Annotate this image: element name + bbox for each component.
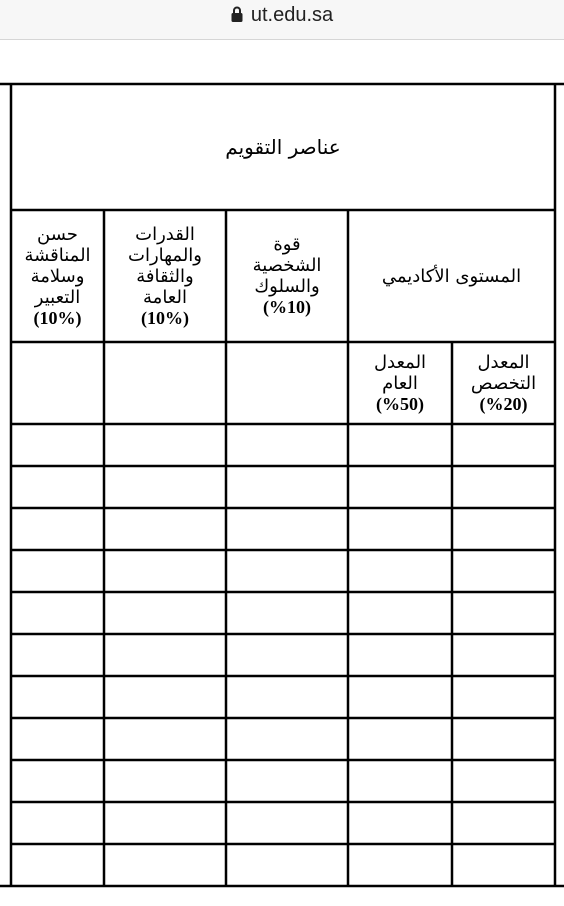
browser-address-bar[interactable]	[0, 0, 564, 40]
column-header-academic-level: المستوى الأكاديمي	[381, 265, 522, 287]
lock-icon	[231, 5, 243, 28]
subheader-weight: (%20)	[479, 393, 528, 414]
subheader-label: المعدل التخصص	[470, 351, 537, 394]
column-header-abilities	[104, 210, 226, 342]
column-header-label: القدرات والمهارات والثقافة العامة	[128, 223, 203, 308]
column-header-personality	[226, 210, 348, 342]
subheader-weight: (%50)	[376, 393, 424, 414]
subheader-label: المعدل العام	[373, 351, 427, 394]
subheader-general-gpa	[348, 342, 452, 424]
subheader-major-gpa	[452, 342, 555, 424]
column-header-weight: (10%)	[141, 307, 189, 328]
url-container	[0, 4, 564, 28]
url-text: ut.edu.sa	[250, 4, 334, 26]
column-header-weight: (%10)	[263, 297, 311, 317]
document-page	[0, 40, 564, 906]
column-header-weight: (10%)	[33, 307, 82, 328]
column-header-label: حسن المناقشة وسلامة التعبير	[24, 223, 91, 308]
evaluation-elements-title: عناصر التقويم	[225, 135, 341, 159]
column-header-label: قوة الشخصية والسلوك	[252, 234, 322, 297]
column-header-discussion	[11, 210, 104, 342]
